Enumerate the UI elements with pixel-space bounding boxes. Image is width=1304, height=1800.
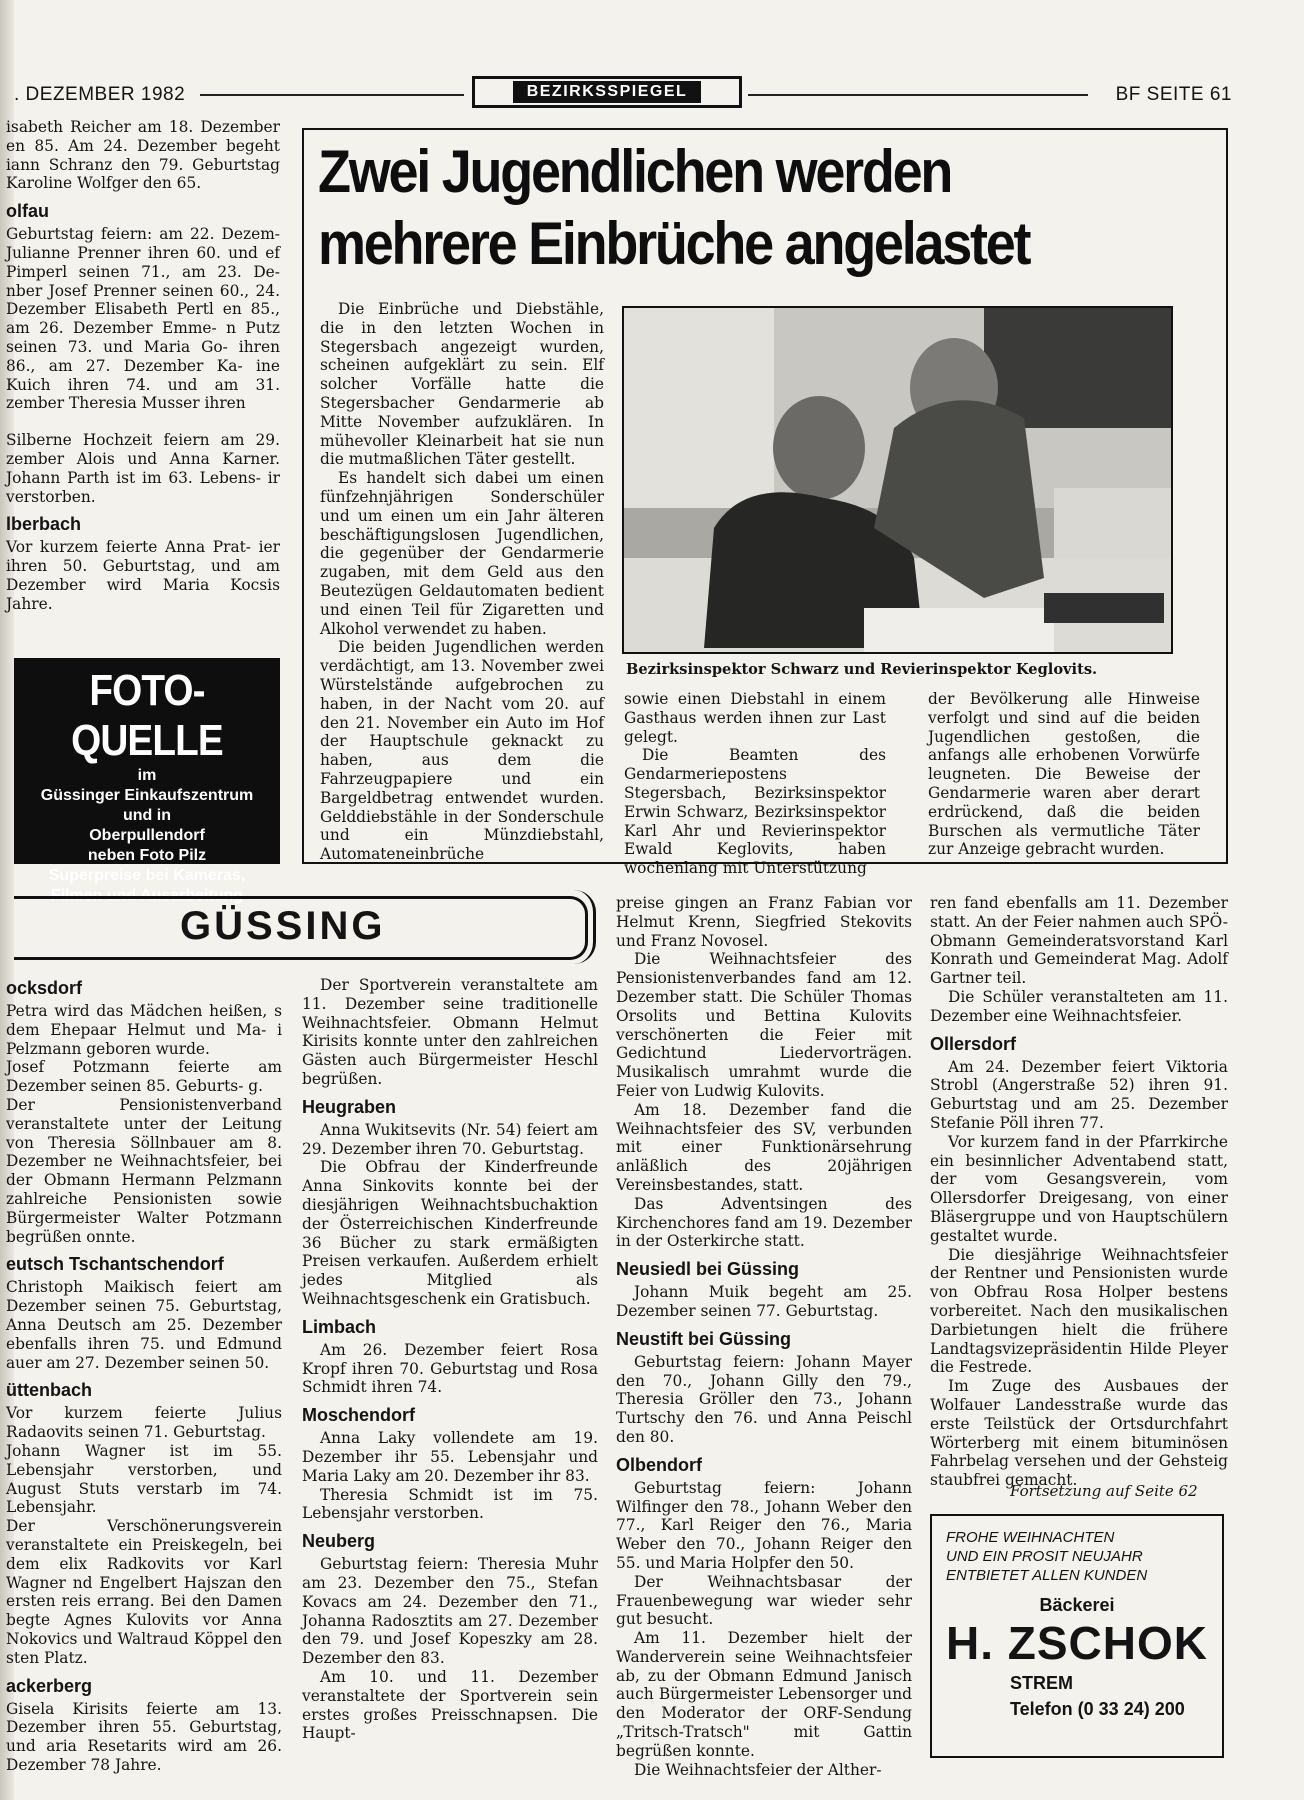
article-text: Am 24. Dezember feiert Viktoria Strobl (Angerstraße 52) ihren 91. Geburtstag und am 25. Dezember Stefanie Pöll ihren 77. xyxy=(930,1057,1228,1132)
article-text: Die beiden Jugendlichen werden verdächtigt, am 13. November zwei Würstelstände aufgebrochen zu haben, in der Nacht vom 20. auf den 21. November ein Auto im Hof der Hauptschule geknackt zu haben, aus dem die Fahrzeugpapiere und ein Bargeldbetrag entwendet wurden. Gelddiebstähle in der Sonderschule und ein Münzdiebstahl, Automateneinbrüche xyxy=(320,638,604,864)
place-heading: ocksdorf xyxy=(6,978,83,998)
ad-title: FOTO-QUELLE xyxy=(71,666,223,765)
article-text: Geburtstag feiern: am 22. Dezem- Julianne Prenner ihren 60. und ef Pimperl seinen 71., am 23. De- nber Josef Prenner seinen 60., 24. Dezember Elisabeth Pertl en 85., am 26. Dezember Emme- n Putz seinen 73. und Maria Go- ihren 86., am 27. Dezember Ka- ine Kuich ihren 74. und am 31. zember Theresia Musser ihren xyxy=(6,225,280,413)
article-text: Am 10. und 11. Dezember veranstaltete der Sportverein sein erstes großes Preisschnapsen. Die Haupt- xyxy=(302,1667,598,1743)
place-heading: Neuberg xyxy=(302,1531,376,1552)
article-text: Josef Potzmann feierte am Dezember seinen 85. Geburts- g. xyxy=(6,1058,282,1096)
article-text: Vor kurzem feierte Anna Prat- ier ihren 50. Geburtstag, und am Dezember wird Maria Kocsis Jahre. xyxy=(6,538,280,613)
article-text: Johann Wagner ist im 55. Lebensjahr verstorben, und August Stuts verstarb im 74. Lebensjahr. xyxy=(6,1441,282,1517)
ad-line: Filmen und Ausarbeitung xyxy=(50,887,244,904)
ad-line: im xyxy=(137,767,157,784)
gussing-column-c xyxy=(616,894,912,1779)
place-heading: Ollersdorf xyxy=(930,1033,1017,1054)
place-heading: Moschendorf xyxy=(302,1405,416,1426)
ad-slogan: UND EIN PROSIT NEUJAHR xyxy=(946,1548,1143,1565)
article-text: isabeth Reicher am 18. Dezember en 85. Am 24. Dezember begeht iann Schranz den 79. Geburtstag Karoline Wolfger den 65. xyxy=(6,118,280,193)
ad-line: und in xyxy=(123,807,171,824)
place-heading: Limbach xyxy=(302,1316,377,1337)
ad-line: Oberpullendorf xyxy=(89,827,205,844)
place-heading: lberbach xyxy=(6,514,82,535)
article-text: Anna Laky vollendete am 19. Dezember ihr 55. Lebensjahr und Maria Laky am 20. Dezember ihr 83. xyxy=(302,1429,598,1485)
article-text: Geburtstag feiern: Johann Wilfinger den 78., Johann Weber den 77., Karl Reiger den 76., Maria Weber den 70., Johann Reiger den 55. und Maria Holpfer den 50. xyxy=(616,1478,912,1572)
feature-column-3 xyxy=(928,690,1200,859)
article-text: Das Adventsingen des Kirchenchores fand am 19. Dezember in der Osterkirche statt. xyxy=(616,1194,912,1251)
article-text: Gisela Kirisits feierte am 13. Dezember ihren 55. Geburtstag, und aria Resetarits wird am 26. Dezember 78 Jahre. xyxy=(6,1699,282,1774)
bakery-ad xyxy=(930,1514,1224,1758)
ad-town: STREM xyxy=(1010,1673,1073,1693)
article-text: Die Einbrüche und Diebstähle, die in den letzten Wochen in Stegersbach angezeigt wurden, scheinen aufgeklärt zu sein. Elf solcher Vorfälle hatte die Stegersbacher Gendarmerie ab Mitte November aufzuklären. In mühevoller Kleinarbeit hat sie nun die mutmaßlichen Täter gestellt. xyxy=(320,300,604,469)
place-heading: Olbendorf xyxy=(616,1454,702,1475)
article-text: Die Obfrau der Kinderfreunde Anna Sinkovits konnte bei der diesjährigen Weihnachtsbuchaktion der Österreichischen Kinderfreunde 36 Bücher zu stark ermäßigten Preisen verkaufen. Außerdem erhielt jedes Mitglied als Weihnachtsgeschenk ein Gratisbuch. xyxy=(302,1158,598,1308)
article-text: Am 18. Dezember fand die Weihnachtsfeier des SV, verbunden mit einer Funktionärsehrung anläßlich des 20jährigen Vereinsbestandes, statt. xyxy=(616,1100,912,1194)
ad-line: neben Foto Pilz xyxy=(87,847,207,864)
article-text: Der Pensionistenverband veranstaltete unter der Leitung von Theresia Söllnbauer am 8. Dezember ne Weihnachtsfeier, bei der Obmann Hermann Pelzmann zahlreiche Pensionisten sowie Bürgermeister Walter Potzmann begrüßen onnte. xyxy=(6,1095,282,1246)
place-heading: ackerberg xyxy=(6,1675,93,1696)
ad-slogan: FROHE WEIHNACHTEN xyxy=(946,1529,1115,1546)
foto-quelle-ad xyxy=(14,658,280,904)
article-text: Der Weihnachtsbasar der Frauenbewegung war wieder sehr gut besucht. xyxy=(616,1572,912,1629)
article-text: Anna Wukitsevits (Nr. 54) feiert am 29. Dezember ihren 70. Geburtstag. xyxy=(302,1120,598,1158)
continued-note: Fortsetzung auf Seite 62 xyxy=(1010,1482,1198,1500)
ad-phone: Telefon (0 33 24) 200 xyxy=(1010,1699,1185,1719)
gussing-column-d xyxy=(930,894,1228,1490)
place-heading: Heugraben xyxy=(302,1096,397,1117)
article-text: Theresia Schmidt ist im 75. Lebensjahr verstorben. xyxy=(302,1485,598,1523)
gussing-column-b xyxy=(302,976,598,1743)
article-text: der Bevölkerung alle Hinweise verfolgt und sind auf die beiden Jugendlichen gestoßen, die anfangs alle erhobenen Vorwürfe leugneten. Die Beweise der Gendarmerie waren aber derart erdrückend, daß die beiden Burschen als vermutliche Täter zur Anzeige gebracht wurden. xyxy=(928,690,1200,859)
article-text: Vor kurzem fand in der Pfarrkirche ein besinnlicher Adventabend statt, der vom Gesangsverein, vom Ollersdorfer Dreigesang, von einer Bläsergruppe und von Hauptschülern gestaltet wurde. xyxy=(930,1132,1228,1245)
place-heading: üttenbach xyxy=(6,1380,93,1401)
article-text: Geburtstag feiern: Theresia Muhr am 23. Dezember den 75., Stefan Kovacs am 24. Dezember den 71., Johanna Radosztits am 27. Dezember den 79. und Josef Kopeszky am 28. Dezember den 83. xyxy=(302,1555,598,1668)
feature-column-1 xyxy=(320,300,604,864)
article-text: Die Schüler veranstalteten am 11. Dezember eine Weihnachtsfeier. xyxy=(930,987,1228,1025)
article-text: ren fand ebenfalls am 11. Dezember statt. An der Feier nahmen auch SPÖ-Obmann Gemeinderatsvorstand Karl Konrath und Gemeinderat Mag. Adolf Gartner teil. xyxy=(930,894,1228,988)
article-text: Der Sportverein veranstaltete am 11. Dezember seine traditionelle Weihnachtsfeier. Obmann Helmut Kirisits konnte unter den zahlreichen Gästen auch Bürgermeister Heschl begrüßen. xyxy=(302,976,598,1088)
gussing-column-a xyxy=(6,970,282,1775)
header-rule-right xyxy=(748,94,1088,96)
article-text: preise gingen an Franz Fabian vor Helmut Krenn, Siegfried Stekovits und Franz Novosel. xyxy=(616,894,912,950)
place-heading: eutsch Tschantschendorf xyxy=(6,1254,224,1275)
headline-line: mehrere Einbrüche angelastet xyxy=(318,210,1030,277)
article-text: Die diesjährige Weihnachtsfeier der Rentner und Pensionisten wurde von Obfrau Rosa Holper bestens vorbereitet. Nach den musikalischen Darbietungen hielt die frühere Landtagsvizepräsidentin Hilde Pleyer die Festrede. xyxy=(930,1245,1228,1377)
page-number: BF SEITE 61 xyxy=(1115,84,1232,105)
article-text: Es handelt sich dabei um einen fünfzehnjährigen Sonderschüler und um einen um ein Jahr älteren beschäftigungslosen Jugendlichen, die gegenüber der Gendarmerie zugaben, mit dem Geld aus den Beutezügen Geldautomaten bedient und einen Teil für Zigaretten und Alkohol verwendet zu haben. xyxy=(320,469,604,638)
ad-business-type: Bäckerei xyxy=(1039,1595,1115,1615)
article-text: Die Beamten des Gendarmeriepostens Stegersbach, Bezirksinspektor Erwin Schwarz, Bezirksinspektor Karl Ahr und Revierinspektor Ewald Keglovits, haben wochenlang mit Unterstützung xyxy=(624,746,886,878)
photo-illustration xyxy=(624,308,1173,654)
photo-caption: Bezirksinspektor Schwarz und Revierinspektor Keglovits. xyxy=(626,661,1098,678)
feature-photo xyxy=(622,306,1173,654)
article-text: Am 26. Dezember feiert Rosa Kropf ihren 70. Geburtstag und Rosa Schmidt ihren 74. xyxy=(302,1340,598,1397)
place-heading: Neusiedl bei Güssing xyxy=(616,1259,800,1280)
left-column-top xyxy=(6,118,280,614)
headline-line: Zwei Jugendlichen werden xyxy=(318,138,952,205)
article-text: Christoph Maikisch feiert am Dezember seinen 75. Geburtstag, Anna Deutsch am 25. Dezember ebenfalls ihren 75. und Edmund auer am 27. Dezember seinen 50. xyxy=(6,1278,282,1372)
place-heading: Neustift bei Güssing xyxy=(616,1328,792,1349)
article-text: Geburtstag feiern: Johann Mayer den 70., Johann Gilly den 79., Theresia Gröller den 73., Johann Turtschy den 76. und Anna Peischl den 80. xyxy=(616,1352,912,1446)
article-text: Die Weihnachtsfeier des Pensionistenverbandes fand am 12. Dezember statt. Die Schüler Thomas Orsolits und Bettina Kulovits verschönerten die Feier mit Gedichtund Liedervorträgen. Musikalisch umrahmt wurde die Feier von Ludwig Kulovits. xyxy=(616,950,912,1100)
article-text: Die Weihnachtsfeier der Alther- xyxy=(634,1760,882,1779)
article-text: Petra wird das Mädchen heißen, s dem Ehepaar Helmut und Ma- i Pelzmann geboren wurde. xyxy=(6,1002,282,1058)
ad-business-name: H. ZSCHOK xyxy=(946,1617,1208,1669)
place-heading: olfau xyxy=(6,201,49,222)
feature-headline xyxy=(318,136,1128,280)
article-text: sowie einen Diebstahl in einem Gasthaus werden ihnen zur Last gelegt. xyxy=(624,690,886,746)
ad-line: Güssinger Einkaufszentrum xyxy=(40,787,254,804)
header-rule-left xyxy=(200,94,464,96)
article-text: Johann Muik begeht am 25. Dezember seinen 77. Geburtstag. xyxy=(616,1283,912,1320)
ad-slogan: ENTBIETET ALLEN KUNDEN xyxy=(946,1567,1148,1584)
section-banner-title: GÜSSING xyxy=(180,904,386,948)
article-text: Silberne Hochzeit feiern am 29. zember Alois und Anna Karner. Johann Parth ist im 63. Lebens- ir verstorben. xyxy=(6,431,280,506)
article-text: Im Zuge des Ausbaues der Wolfauer Landesstraße wurde das erste Teilstück der Ortsdurchfahrt Wörterberg mit einem bituminösen Fahrbelag versehen und der Gehsteig staubfrei gemacht. xyxy=(930,1377,1228,1490)
header-date: . DEZEMBER 1982 xyxy=(14,84,186,105)
feature-column-2 xyxy=(624,690,886,878)
article-text: Am 11. Dezember hielt der Wanderverein seine Weihnachtsfeier ab, zu der Obmann Edmund Janisch auch Bürgermeister Lebensorger und den Moderator der ORF-Sendung „Tritsch-Tratsch" mit Gattin begrüßen konnte. xyxy=(616,1629,912,1760)
section-tag xyxy=(472,76,742,108)
article-text: Der Verschönerungsverein veranstaltete ein Preiskegeln, bei dem elix Radkovits vor Karl Wagner nd Engelbert Hajszan den ersten reis errang. Bei den Damen begte Agnes Kulovits vor Anna Nokovics und Waltraud Köppel den sten Platz. xyxy=(6,1517,282,1667)
article-text: Vor kurzem feierte Julius Radaovits seinen 71. Geburtstag. xyxy=(6,1404,282,1442)
ad-line: Superpreise bei Kameras, xyxy=(48,867,246,884)
section-label: BEZIRKSSPIEGEL xyxy=(513,81,702,103)
